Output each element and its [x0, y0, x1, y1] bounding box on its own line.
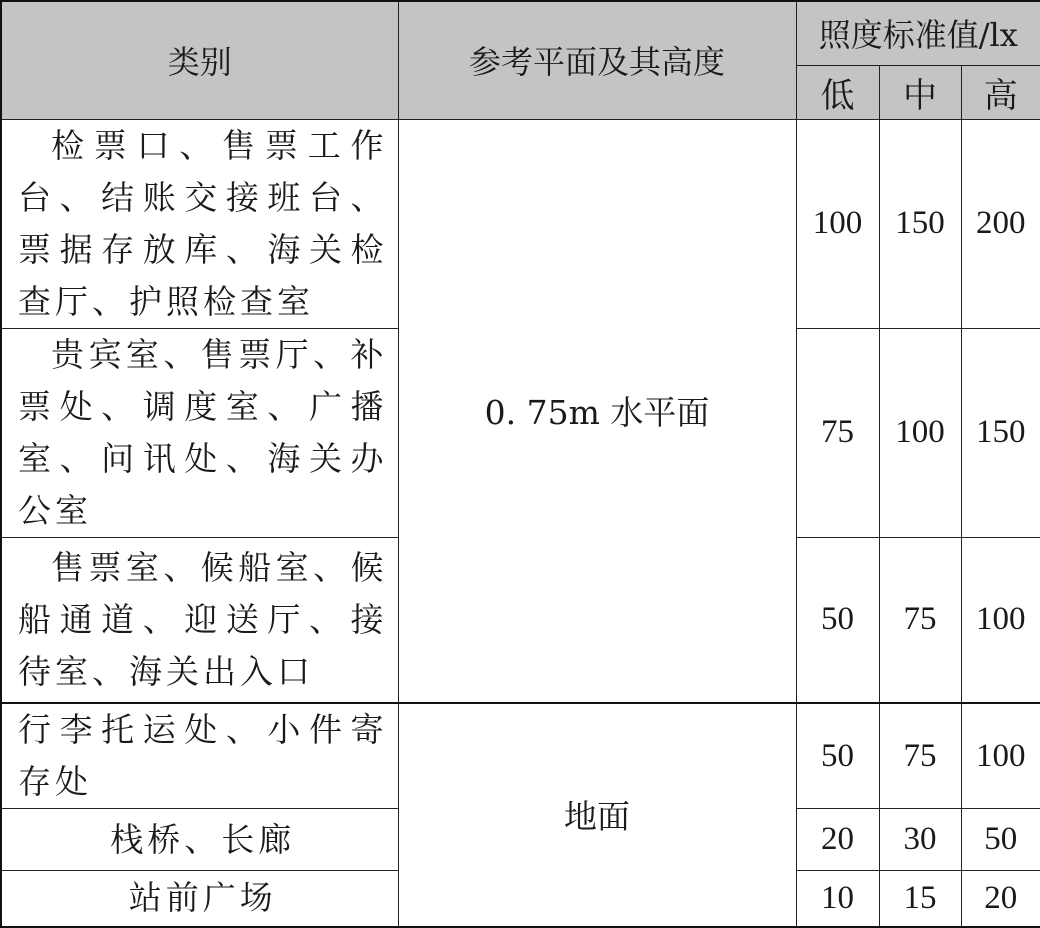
value-high: 100: [961, 537, 1040, 703]
row-category: 售票室、候船室、候船通道、迎送厅、接待室、海关出入口: [1, 537, 398, 703]
value-mid: 100: [879, 328, 961, 537]
value-mid: 30: [879, 809, 961, 871]
reference-plane-cell: 地面: [398, 703, 796, 927]
header-illuminance: 照度标准值/lx: [796, 1, 1040, 65]
value-high: 150: [961, 328, 1040, 537]
row-category: 贵宾室、售票厅、补票处、调度室、广播室、问讯处、海关办公室: [1, 328, 398, 537]
value-low: 50: [796, 537, 879, 703]
value-low: 75: [796, 328, 879, 537]
value-low: 20: [796, 809, 879, 871]
header-reference-plane: 参考平面及其高度: [398, 1, 796, 119]
row-category: 站前广场: [1, 871, 398, 927]
table-row: [1, 119, 1040, 328]
row-category: 栈桥、长廊: [1, 809, 398, 871]
value-mid: 15: [879, 871, 961, 927]
value-high: 50: [961, 809, 1040, 871]
value-mid: 75: [879, 703, 961, 809]
value-low: 50: [796, 703, 879, 809]
row-category: 行李托运处、小件寄存处: [1, 703, 398, 809]
header-high: 高: [961, 65, 1040, 119]
header-low: 低: [796, 65, 879, 119]
reference-plane-cell: 0. 75m 水平面: [398, 119, 796, 703]
value-high: 200: [961, 119, 1040, 328]
header-category: 类别: [1, 1, 398, 119]
value-mid: 150: [879, 119, 961, 328]
value-high: 20: [961, 871, 1040, 927]
value-mid: 75: [879, 537, 961, 703]
value-high: 100: [961, 703, 1040, 809]
row-category: 检票口、售票工作台、结账交接班台、票据存放库、海关检查厅、护照检查室: [1, 119, 398, 328]
value-low: 10: [796, 871, 879, 927]
value-low: 100: [796, 119, 879, 328]
table-row: [1, 703, 1040, 809]
header-mid: 中: [879, 65, 961, 119]
